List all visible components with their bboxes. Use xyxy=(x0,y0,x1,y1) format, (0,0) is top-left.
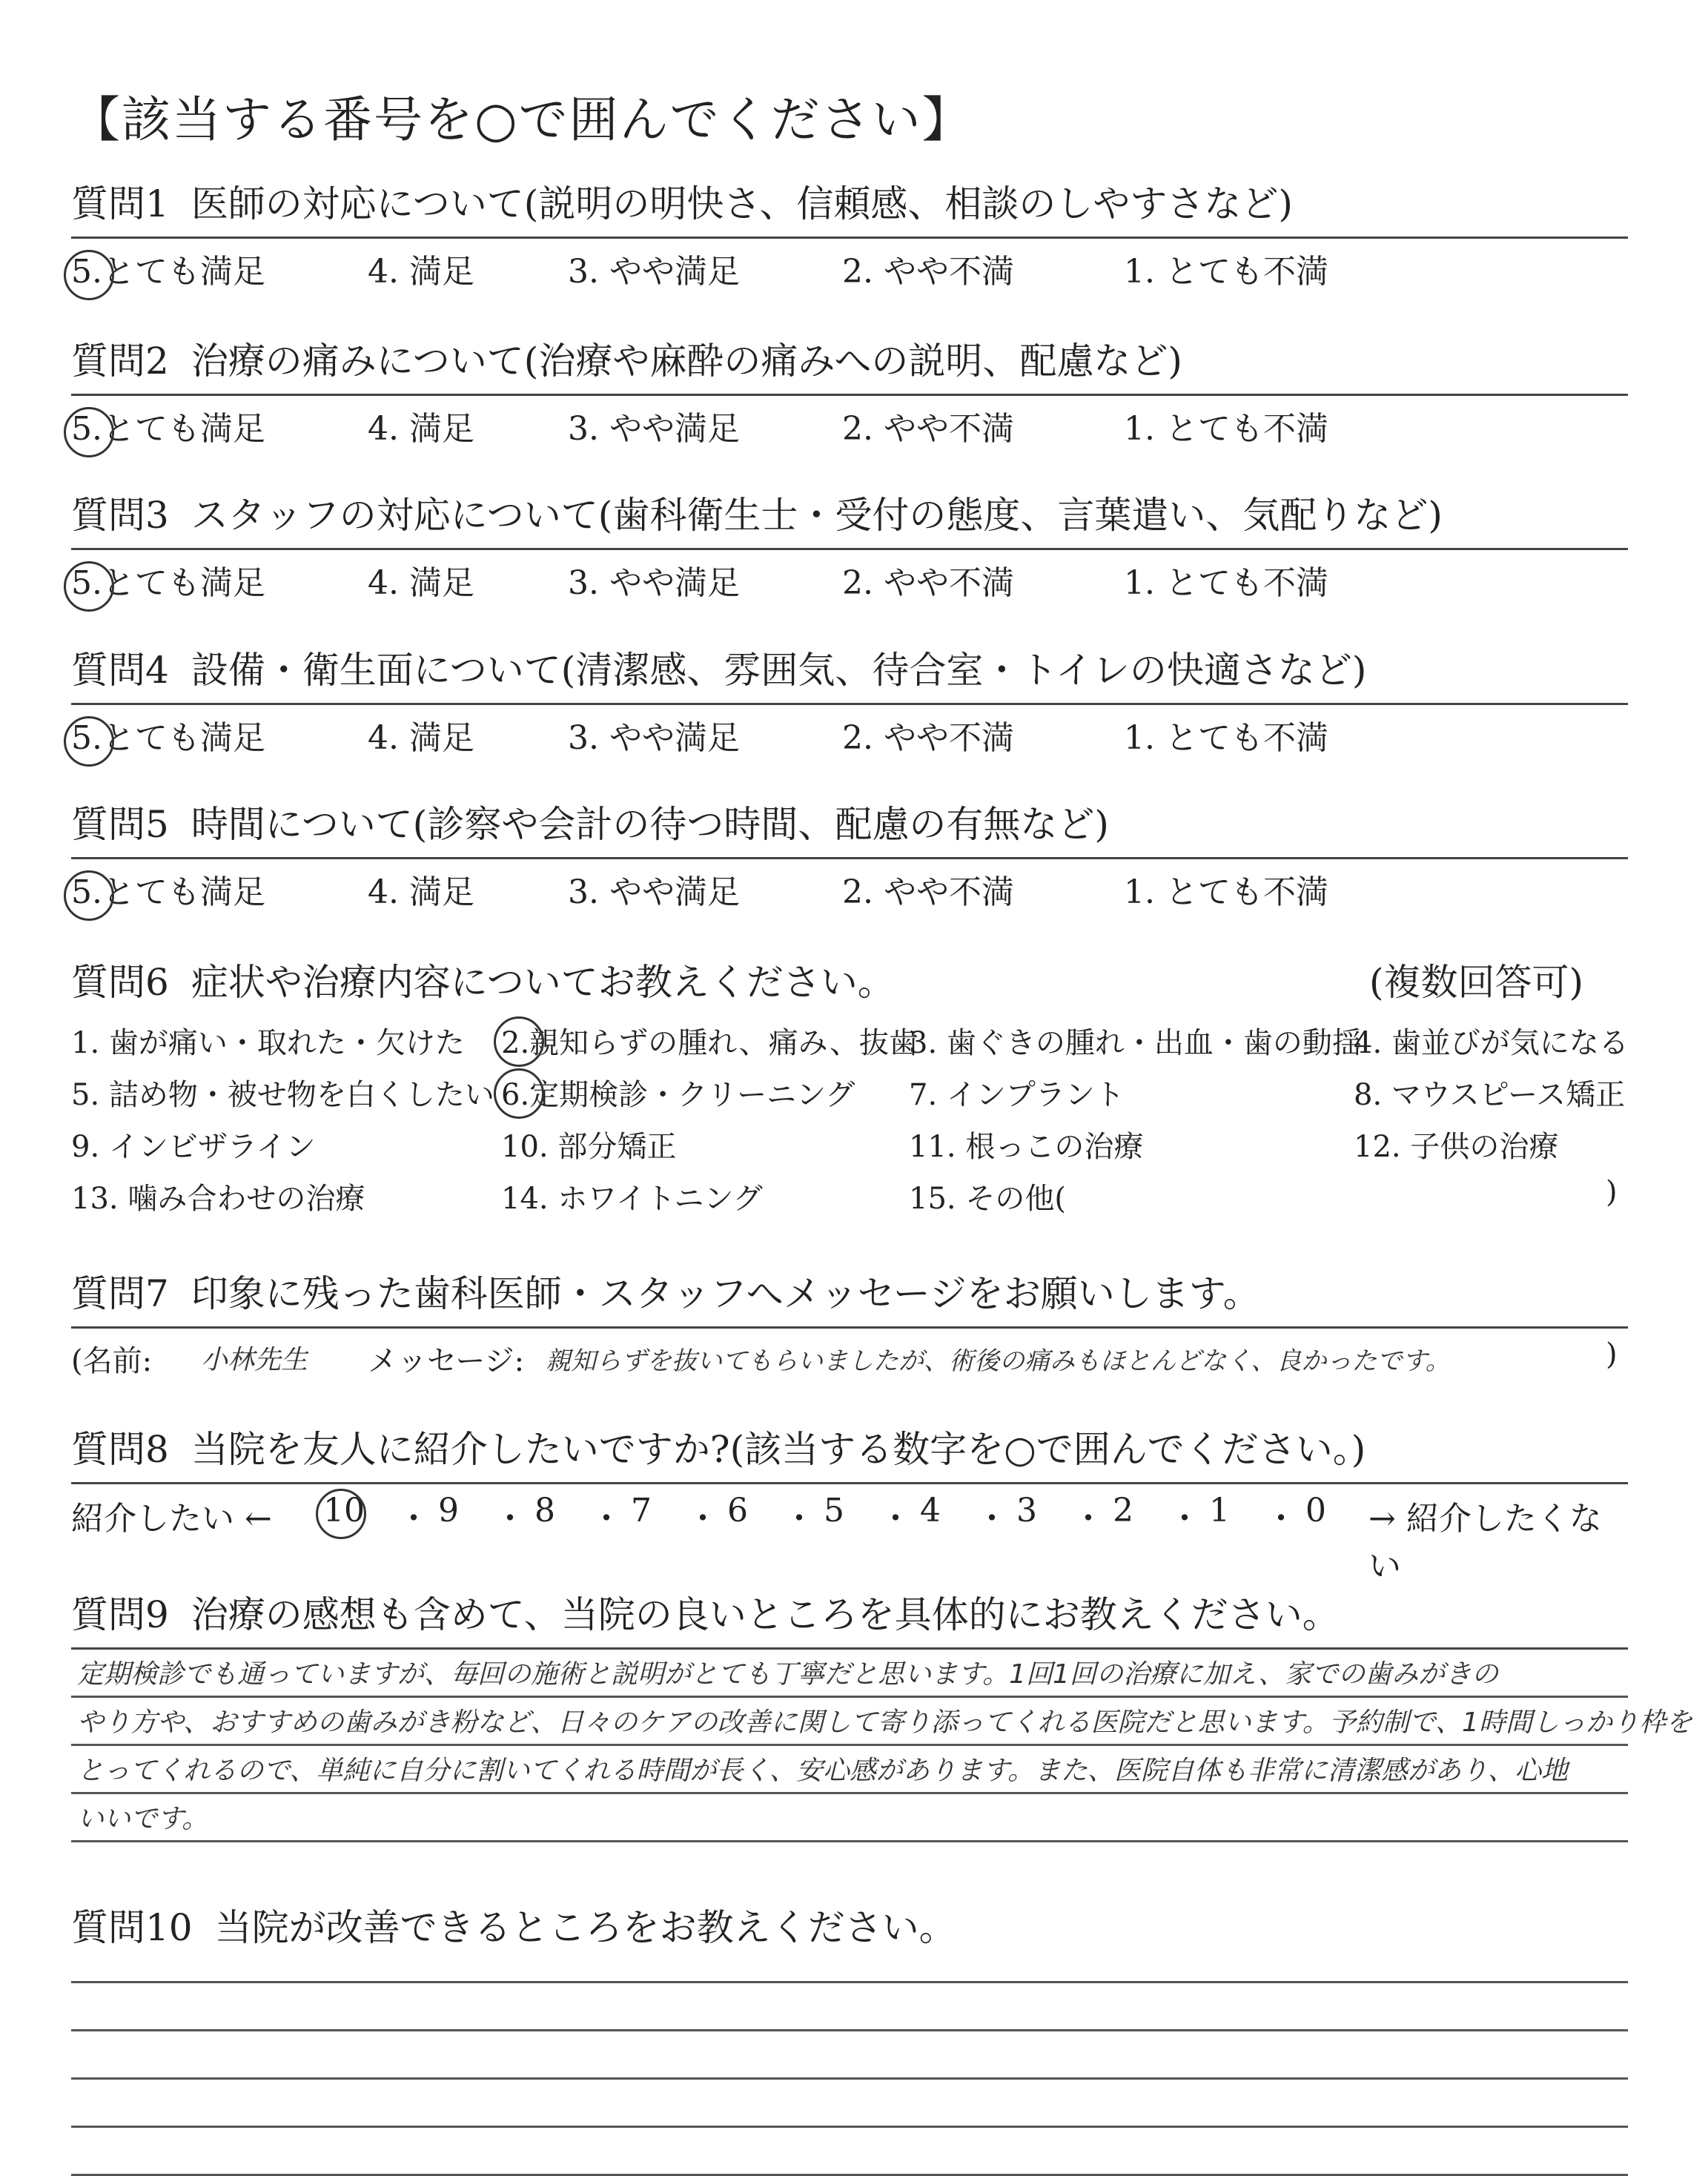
question-label: 質問10 xyxy=(71,1906,193,1949)
scale-option[interactable]: 1 xyxy=(1209,1492,1230,1530)
symptom-option[interactable]: 11. 根っこの治療 xyxy=(909,1130,1144,1164)
symptom-option[interactable]: 1. 歯が痛い・取れた・欠けた xyxy=(71,1026,465,1060)
page-header: 【該当する番号を○で囲んでください】 xyxy=(71,91,973,148)
option-2[interactable]: 2. やや不満 xyxy=(842,253,1014,291)
option-2[interactable]: 2. やや不満 xyxy=(842,719,1014,757)
question-9 xyxy=(71,1585,1692,1842)
question-1 xyxy=(71,174,1628,291)
option-2[interactable]: 2. やや不満 xyxy=(842,873,1014,911)
option-3[interactable]: 3. やや満足 xyxy=(568,253,740,291)
option-5-selected[interactable]: 5.とても満足 xyxy=(71,719,265,757)
symptom-option[interactable]: 9. インビザライン xyxy=(71,1130,316,1164)
answer-text[interactable]: 定期検診でも通っていますが、毎回の施術と説明がとても丁寧だと思います。1回1回の治療に加え、家での歯みがきの xyxy=(77,1659,1499,1690)
option-5-selected[interactable]: 5.とても満足 xyxy=(71,253,265,291)
option-1[interactable]: 1. とても不満 xyxy=(1124,410,1328,448)
message-close-paren: ) xyxy=(1606,1337,1618,1372)
question-10 xyxy=(71,1898,1628,2176)
question-3 xyxy=(71,486,1628,602)
answer-line xyxy=(71,2128,1628,2176)
question-title: 症状や治療内容についてお教えください。 xyxy=(191,961,895,1004)
option-4[interactable]: 4. 満足 xyxy=(368,719,474,757)
question-title: 当院を友人に紹介したいですか?(該当する数字を○で囲んでください。) xyxy=(191,1428,1366,1471)
answer-text[interactable]: いいです。 xyxy=(77,1804,209,1834)
question-label: 質問7 xyxy=(71,1272,169,1315)
question-title: 設備・衛生面について(清潔感、雰囲気、待合室・トイレの快適さなど) xyxy=(191,649,1367,692)
option-4[interactable]: 4. 満足 xyxy=(368,873,474,911)
question-label: 質問4 xyxy=(71,649,169,692)
option-1[interactable]: 1. とても不満 xyxy=(1124,564,1328,602)
scale-option[interactable]: 9 xyxy=(438,1492,459,1530)
scale-right-label: → 紹介したくない xyxy=(1368,1500,1602,1585)
rating-options xyxy=(71,239,1628,291)
question-5 xyxy=(71,795,1628,911)
option-1[interactable]: 1. とても不満 xyxy=(1124,253,1328,291)
symptom-option[interactable]: 5. 詰め物・被せ物を白くしたい xyxy=(71,1078,494,1112)
option-4[interactable]: 4. 満足 xyxy=(368,253,474,291)
symptom-option[interactable]: 8. マウスピース矯正 xyxy=(1354,1078,1626,1112)
question-title: 医師の対応について(説明の明快さ、信頼感、相談のしやすさなど) xyxy=(191,182,1293,225)
scale-separator: ・ xyxy=(1072,1500,1105,1538)
answer-text[interactable]: とってくれるので、単純に自分に割いてくれる時間が長く、安心感があります。また、医院自体も非常に清潔感があり、心地 xyxy=(77,1756,1568,1786)
multiple-answer-note: (複数回答可) xyxy=(1368,961,1583,1004)
scale-option-selected[interactable]: 10 xyxy=(323,1492,365,1530)
answer-line xyxy=(71,1983,1628,2031)
symptom-option[interactable]: 10. 部分矯正 xyxy=(501,1130,677,1164)
answer-line xyxy=(71,2080,1628,2128)
answer-lines xyxy=(71,1650,1692,1842)
question-8 xyxy=(71,1420,1628,1585)
scale-left-label: 紹介したい ← xyxy=(71,1500,272,1538)
question-label: 質問2 xyxy=(71,340,169,383)
scale-separator: ・ xyxy=(879,1500,912,1538)
rating-options xyxy=(71,705,1628,757)
option-5-selected[interactable]: 5.とても満足 xyxy=(71,410,265,448)
scale-option[interactable]: 8 xyxy=(534,1492,555,1530)
question-label: 質問6 xyxy=(71,961,169,1004)
rating-options xyxy=(71,550,1628,602)
question-label: 質問3 xyxy=(71,494,169,537)
option-5-selected[interactable]: 5.とても満足 xyxy=(71,873,265,911)
rating-options xyxy=(71,396,1628,448)
name-label: (名前: xyxy=(71,1344,153,1378)
scale-option[interactable]: 4 xyxy=(920,1492,941,1530)
option-4[interactable]: 4. 満足 xyxy=(368,564,474,602)
option-2[interactable]: 2. やや不満 xyxy=(842,564,1014,602)
option-3[interactable]: 3. やや満足 xyxy=(568,564,740,602)
option-1[interactable]: 1. とても不満 xyxy=(1124,719,1328,757)
question-title: 治療の痛みについて(治療や麻酔の痛みへの説明、配慮など) xyxy=(191,340,1182,383)
message-line xyxy=(71,1329,1628,1380)
name-field[interactable]: 小林先生 xyxy=(201,1345,308,1375)
symptom-option[interactable]: 3. 歯ぐきの腫れ・出血・歯の動揺 xyxy=(909,1026,1362,1060)
answer-line xyxy=(71,1698,1692,1746)
scale-option[interactable]: 7 xyxy=(631,1492,652,1530)
question-7 xyxy=(71,1264,1628,1380)
symptom-option[interactable]: 12. 子供の治療 xyxy=(1354,1130,1559,1164)
question-title: スタッフの対応について(歯科衛生士・受付の態度、言葉遣い、気配りなど) xyxy=(191,494,1443,537)
answer-line xyxy=(71,1650,1628,1698)
scale-separator: ・ xyxy=(783,1500,815,1538)
symptom-option[interactable]: 14. ホワイトニング xyxy=(501,1182,763,1216)
scale-option[interactable]: 6 xyxy=(727,1492,748,1530)
answer-text[interactable]: やり方や、おすすめの歯みがき粉など、日々のケアの改善に関して寄り添ってくれる医院だと思います。予約制で、1時間しっかり枠を xyxy=(77,1707,1692,1738)
scale-option[interactable]: 5 xyxy=(824,1492,844,1530)
question-label: 質問5 xyxy=(71,803,169,846)
scale-separator: ・ xyxy=(1265,1500,1297,1538)
option-3[interactable]: 3. やや満足 xyxy=(568,719,740,757)
option-3[interactable]: 3. やや満足 xyxy=(568,873,740,911)
question-2 xyxy=(71,331,1628,448)
symptom-options xyxy=(71,1019,1628,1234)
recommend-scale xyxy=(71,1484,1628,1585)
question-label: 質問9 xyxy=(71,1593,169,1636)
answer-line xyxy=(71,1794,1628,1842)
symptom-option-selected[interactable]: 2.親知らずの腫れ、痛み、抜歯 xyxy=(501,1019,918,1062)
question-title: 時間について(診察や会計の待つ時間、配慮の有無など) xyxy=(191,803,1109,846)
symptom-option-selected[interactable]: 6.定期検診・クリーニング xyxy=(501,1071,855,1114)
symptom-option[interactable]: 7. インプラント xyxy=(909,1078,1125,1112)
symptom-option[interactable]: 13. 噛み合わせの治療 xyxy=(71,1182,365,1216)
question-title: 当院が改善できるところをお教えください。 xyxy=(214,1906,956,1949)
question-label: 質問1 xyxy=(71,182,169,225)
scale-separator: ・ xyxy=(1168,1500,1201,1538)
scale-option[interactable]: 3 xyxy=(1016,1492,1037,1530)
question-label: 質問8 xyxy=(71,1428,169,1471)
scale-option[interactable]: 0 xyxy=(1305,1492,1326,1530)
option-2[interactable]: 2. やや不満 xyxy=(842,410,1014,448)
answer-line xyxy=(71,1951,1628,1983)
question-6 xyxy=(71,953,1628,1234)
symptom-option[interactable]: 4. 歯並びが気になる xyxy=(1354,1026,1629,1060)
answer-line xyxy=(71,1746,1628,1794)
scale-separator: ・ xyxy=(590,1500,623,1538)
scale-separator: ・ xyxy=(494,1500,526,1538)
message-label: メッセージ: xyxy=(368,1344,525,1378)
option-4[interactable]: 4. 満足 xyxy=(368,410,474,448)
scale-separator: ・ xyxy=(976,1500,1008,1538)
blank-answer-lines[interactable] xyxy=(71,1951,1628,2176)
option-1[interactable]: 1. とても不満 xyxy=(1124,873,1328,911)
option-5-selected[interactable]: 5.とても満足 xyxy=(71,564,265,602)
question-title: 印象に残った歯科医師・スタッフへメッセージをお願いします。 xyxy=(191,1272,1260,1315)
symptom-option-other[interactable]: 15. その他( xyxy=(909,1182,1066,1216)
question-4 xyxy=(71,641,1628,757)
other-close-paren: ) xyxy=(1606,1175,1618,1209)
option-3[interactable]: 3. やや満足 xyxy=(568,410,740,448)
rating-options xyxy=(71,859,1628,911)
answer-line xyxy=(71,2031,1628,2080)
scale-separator: ・ xyxy=(686,1500,719,1538)
question-title: 治療の感想も含めて、当院の良いところを具体的にお教えください。 xyxy=(191,1593,1340,1636)
message-field[interactable]: 親知らずを抜いてもらいましたが、術後の痛みもほとんどなく、良かったです。 xyxy=(546,1346,1451,1376)
scale-option[interactable]: 2 xyxy=(1113,1492,1133,1530)
scale-separator: ・ xyxy=(397,1500,430,1538)
